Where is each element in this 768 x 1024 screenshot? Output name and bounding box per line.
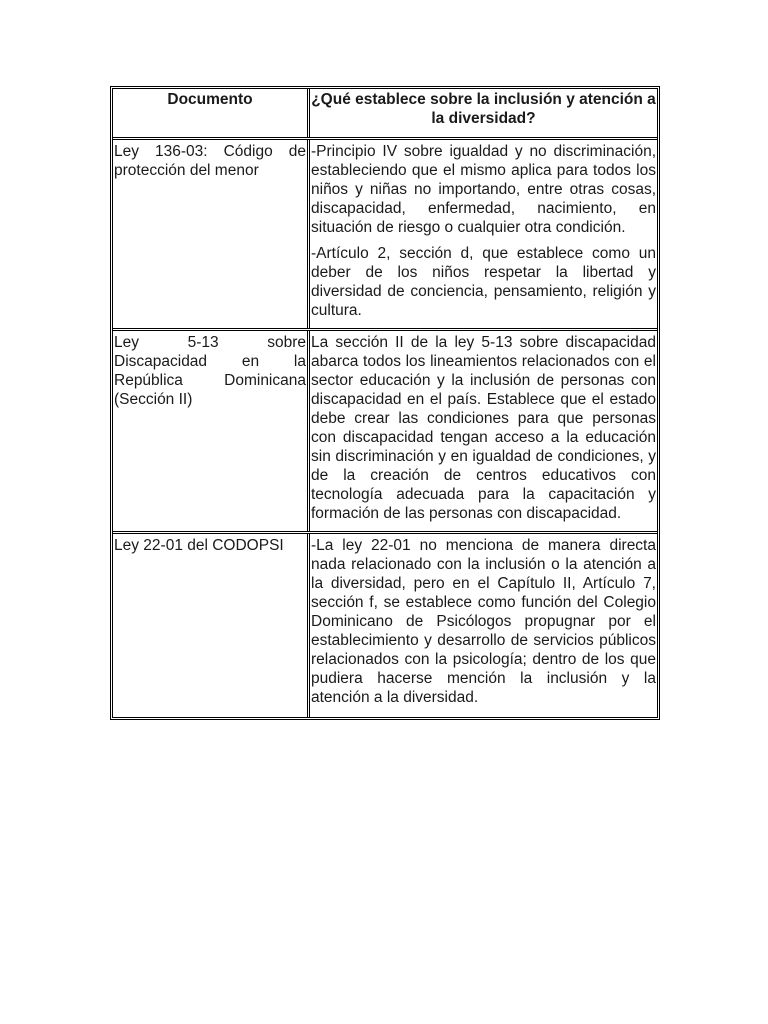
document-cell <box>113 534 310 717</box>
description-paragraph: La sección II de la ley 5-13 sobre discapacidad abarca todos los lineamientos relacionados con el sector educación y la inclusión de personas con discapacidad en el país. Establece que el estado debe crear las condiciones para que personas con discapacidad tengan acceso a la educación sin discriminación y en igualdad de condiciones, y de la creación de centros educativos con tecnología adecuada para la capacitación y formación de las personas con discapacidad. <box>311 334 656 522</box>
document-name: Ley 22-01 del CODOPSI <box>114 537 284 554</box>
table-row <box>113 534 657 717</box>
document-cell <box>113 140 310 328</box>
description-paragraph: -Artículo 2, sección d, que establece como un deber de los niños respetar la libertad y diversidad de conciencia, pensamiento, religión y cultura. <box>311 245 656 319</box>
description-cell <box>310 534 657 717</box>
header-documento: Documento <box>113 89 310 137</box>
table-header-row <box>113 89 657 140</box>
document-name: Ley 5-13 sobre Discapacidad en la República Dominicana (Sección II) <box>114 334 306 408</box>
description-cell <box>310 331 657 531</box>
description-paragraph: -Principio IV sobre igualdad y no discriminación, estableciendo que el mismo aplica para todos los niños y niñas no importando, entre otras cosas, discapacidad, enfermedad, nacimiento, en situación de riesgo o cualquier otra condición. <box>311 143 656 236</box>
document-cell <box>113 331 310 531</box>
description-paragraph: -La ley 22-01 no menciona de manera directa nada relacionado con la inclusión o la atención a la diversidad, pero en el Capítulo II, Artículo 7, sección f, se establece como función del Colegio Dominicano de Psicólogos propugnar por el establecimiento y desarrollo de servicios públicos relacionados con la psicología; dentro de los que pudiera hacerse mención la inclusión y la atención a la diversidad. <box>311 537 656 706</box>
table-row <box>113 140 657 331</box>
legislation-table <box>110 86 660 720</box>
description-cell <box>310 140 657 328</box>
table-row <box>113 331 657 534</box>
document-name: Ley 136-03: Código de protección del menor <box>114 143 306 179</box>
header-que-establece: ¿Qué establece sobre la inclusión y atención a la diversidad? <box>311 91 656 127</box>
